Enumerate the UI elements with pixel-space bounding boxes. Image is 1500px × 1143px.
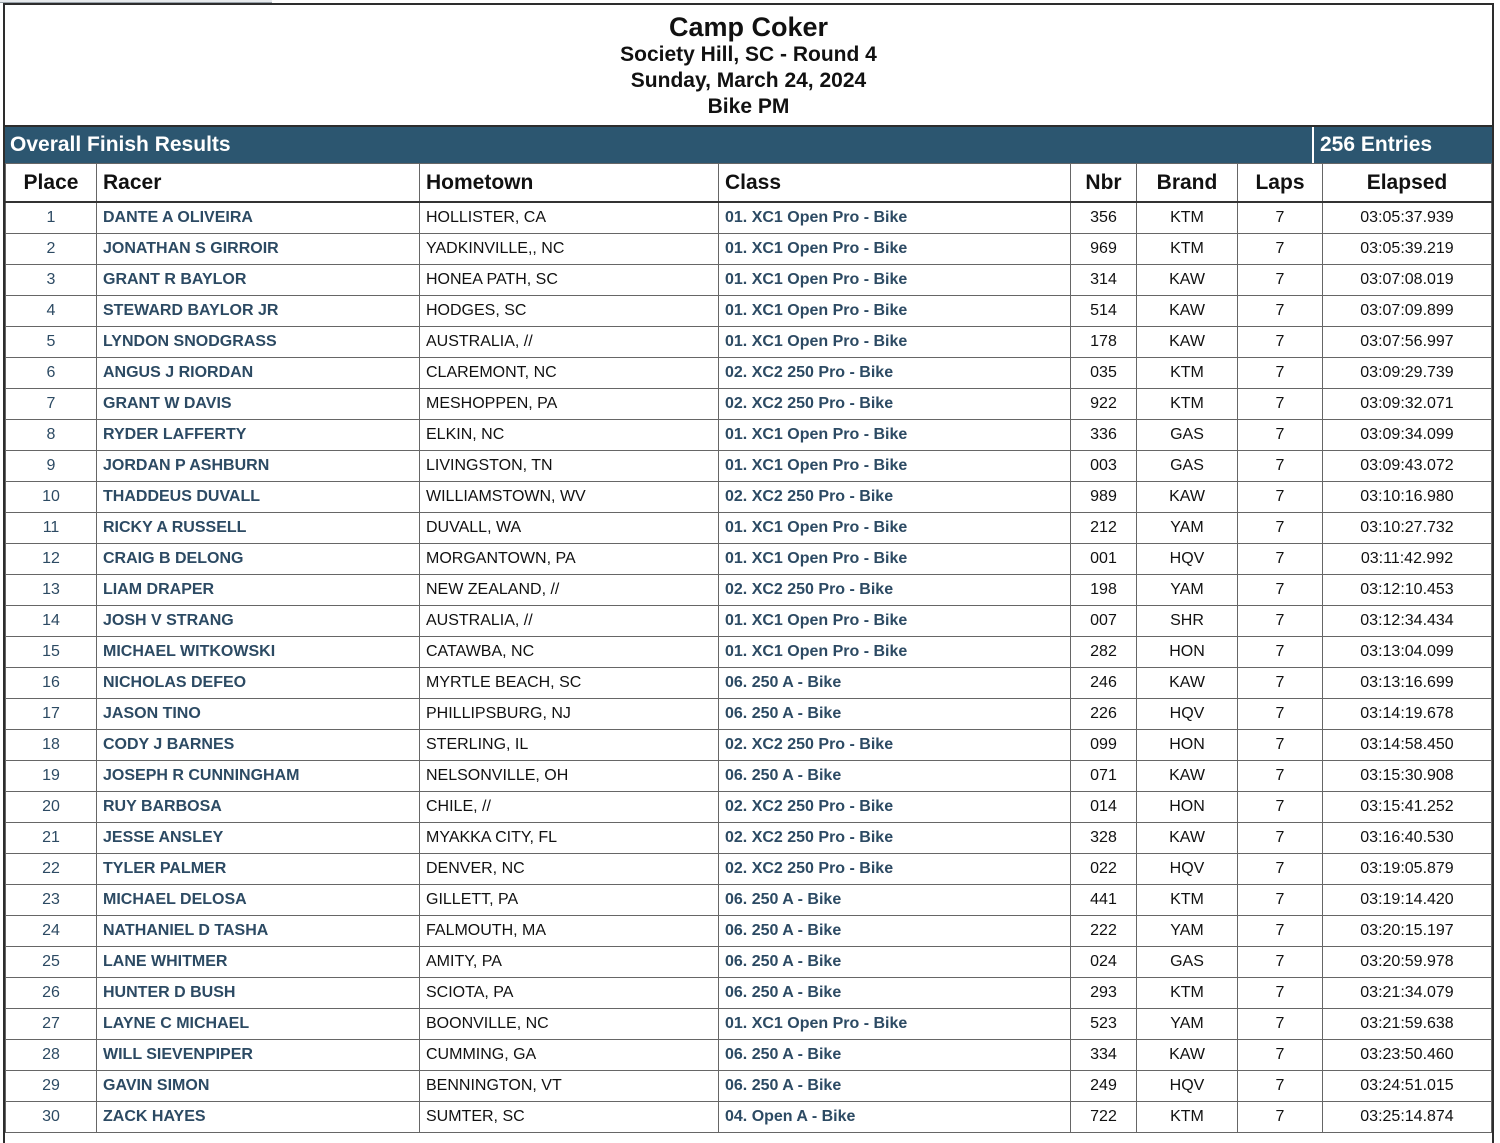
elapsed-cell: 03:20:15.197 bbox=[1323, 916, 1492, 947]
results-title: Overall Finish Results bbox=[5, 127, 1314, 163]
brand-cell: HON bbox=[1137, 792, 1238, 823]
laps-cell: 7 bbox=[1238, 792, 1323, 823]
number-cell: 222 bbox=[1071, 916, 1137, 947]
brand-cell: HON bbox=[1137, 637, 1238, 668]
hometown-cell: CUMMING, GA bbox=[420, 1040, 719, 1071]
hometown-cell: BENNINGTON, VT bbox=[420, 1071, 719, 1102]
number-cell: 014 bbox=[1071, 792, 1137, 823]
class-link[interactable]: 01. XC1 Open Pro - Bike bbox=[719, 544, 1071, 575]
place-cell: 23 bbox=[6, 885, 97, 916]
brand-cell: KTM bbox=[1137, 202, 1238, 234]
brand-cell: KTM bbox=[1137, 885, 1238, 916]
racer-name[interactable]: GRANT W DAVIS bbox=[97, 389, 420, 420]
elapsed-cell: 03:09:43.072 bbox=[1323, 451, 1492, 482]
brand-cell: YAM bbox=[1137, 575, 1238, 606]
elapsed-cell: 03:19:05.879 bbox=[1323, 854, 1492, 885]
hometown-cell: DUVALL, WA bbox=[420, 513, 719, 544]
elapsed-cell: 03:13:16.699 bbox=[1323, 668, 1492, 699]
number-cell: 293 bbox=[1071, 978, 1137, 1009]
number-cell: 001 bbox=[1071, 544, 1137, 575]
table-row bbox=[6, 358, 1492, 389]
brand-cell: HQV bbox=[1137, 544, 1238, 575]
class-link[interactable]: 06. 250 A - Bike bbox=[719, 947, 1071, 978]
brand-cell: GAS bbox=[1137, 947, 1238, 978]
laps-cell: 7 bbox=[1238, 202, 1323, 234]
table-row bbox=[6, 792, 1492, 823]
laps-cell: 7 bbox=[1238, 482, 1323, 513]
class-link[interactable]: 01. XC1 Open Pro - Bike bbox=[719, 327, 1071, 358]
col-header-class[interactable]: Class bbox=[719, 164, 1071, 203]
elapsed-cell: 03:07:56.997 bbox=[1323, 327, 1492, 358]
brand-cell: KAW bbox=[1137, 761, 1238, 792]
elapsed-cell: 03:14:19.678 bbox=[1323, 699, 1492, 730]
class-link[interactable]: 02. XC2 250 Pro - Bike bbox=[719, 575, 1071, 606]
number-cell: 007 bbox=[1071, 606, 1137, 637]
results-header bbox=[5, 5, 1492, 125]
hometown-cell: LIVINGSTON, TN bbox=[420, 451, 719, 482]
brand-cell: KTM bbox=[1137, 358, 1238, 389]
hometown-cell: BOONVILLE, NC bbox=[420, 1009, 719, 1040]
racer-name[interactable]: NATHANIEL D TASHA bbox=[97, 916, 420, 947]
hometown-cell: YADKINVILLE,, NC bbox=[420, 234, 719, 265]
place-cell: 24 bbox=[6, 916, 97, 947]
brand-cell: HQV bbox=[1137, 1071, 1238, 1102]
class-link[interactable]: 01. XC1 Open Pro - Bike bbox=[719, 296, 1071, 327]
table-row bbox=[6, 637, 1492, 668]
brand-cell: KTM bbox=[1137, 978, 1238, 1009]
laps-cell: 7 bbox=[1238, 1040, 1323, 1071]
racer-name[interactable]: JOSEPH R CUNNINGHAM bbox=[97, 761, 420, 792]
class-link[interactable]: 06. 250 A - Bike bbox=[719, 885, 1071, 916]
hometown-cell: GILLETT, PA bbox=[420, 885, 719, 916]
hometown-cell: CLAREMONT, NC bbox=[420, 358, 719, 389]
place-cell: 18 bbox=[6, 730, 97, 761]
col-header-racer[interactable]: Racer bbox=[97, 164, 420, 203]
hometown-cell: SUMTER, SC bbox=[420, 1102, 719, 1133]
racer-name[interactable]: GAVIN SIMON bbox=[97, 1071, 420, 1102]
elapsed-cell: 03:16:40.530 bbox=[1323, 823, 1492, 854]
place-cell: 30 bbox=[6, 1102, 97, 1133]
table-row bbox=[6, 327, 1492, 358]
table-row bbox=[6, 947, 1492, 978]
laps-cell: 7 bbox=[1238, 327, 1323, 358]
hometown-cell: MYRTLE BEACH, SC bbox=[420, 668, 719, 699]
hometown-cell: HODGES, SC bbox=[420, 296, 719, 327]
racer-name[interactable]: DANTE A OLIVEIRA bbox=[97, 202, 420, 234]
table-row bbox=[6, 1009, 1492, 1040]
hometown-cell: DENVER, NC bbox=[420, 854, 719, 885]
laps-cell: 7 bbox=[1238, 947, 1323, 978]
results-body bbox=[6, 202, 1492, 1133]
elapsed-cell: 03:23:50.460 bbox=[1323, 1040, 1492, 1071]
place-cell: 28 bbox=[6, 1040, 97, 1071]
class-link[interactable]: 04. Open A - Bike bbox=[719, 1102, 1071, 1133]
racer-name[interactable]: RUY BARBOSA bbox=[97, 792, 420, 823]
laps-cell: 7 bbox=[1238, 854, 1323, 885]
racer-name[interactable]: RICKY A RUSSELL bbox=[97, 513, 420, 544]
number-cell: 003 bbox=[1071, 451, 1137, 482]
table-row bbox=[6, 296, 1492, 327]
place-cell: 7 bbox=[6, 389, 97, 420]
table-row bbox=[6, 482, 1492, 513]
brand-cell: GAS bbox=[1137, 451, 1238, 482]
place-cell: 27 bbox=[6, 1009, 97, 1040]
place-cell: 21 bbox=[6, 823, 97, 854]
hometown-cell: FALMOUTH, MA bbox=[420, 916, 719, 947]
brand-cell: KAW bbox=[1137, 296, 1238, 327]
number-cell: 922 bbox=[1071, 389, 1137, 420]
racer-name[interactable]: MICHAEL WITKOWSKI bbox=[97, 637, 420, 668]
number-cell: 071 bbox=[1071, 761, 1137, 792]
table-row bbox=[6, 699, 1492, 730]
place-cell: 1 bbox=[6, 202, 97, 234]
class-link[interactable]: 02. XC2 250 Pro - Bike bbox=[719, 854, 1071, 885]
elapsed-cell: 03:21:34.079 bbox=[1323, 978, 1492, 1009]
number-cell: 282 bbox=[1071, 637, 1137, 668]
number-cell: 022 bbox=[1071, 854, 1137, 885]
elapsed-cell: 03:09:34.099 bbox=[1323, 420, 1492, 451]
racer-name[interactable]: STEWARD BAYLOR JR bbox=[97, 296, 420, 327]
laps-cell: 7 bbox=[1238, 885, 1323, 916]
brand-cell: KTM bbox=[1137, 389, 1238, 420]
laps-cell: 7 bbox=[1238, 1009, 1323, 1040]
number-cell: 212 bbox=[1071, 513, 1137, 544]
class-link[interactable]: 01. XC1 Open Pro - Bike bbox=[719, 513, 1071, 544]
elapsed-cell: 03:12:34.434 bbox=[1323, 606, 1492, 637]
elapsed-cell: 03:10:27.732 bbox=[1323, 513, 1492, 544]
laps-cell: 7 bbox=[1238, 234, 1323, 265]
place-cell: 12 bbox=[6, 544, 97, 575]
class-link[interactable]: 01. XC1 Open Pro - Bike bbox=[719, 202, 1071, 234]
class-link[interactable]: 02. XC2 250 Pro - Bike bbox=[719, 730, 1071, 761]
brand-cell: KAW bbox=[1137, 482, 1238, 513]
elapsed-cell: 03:07:08.019 bbox=[1323, 265, 1492, 296]
class-link[interactable]: 06. 250 A - Bike bbox=[719, 668, 1071, 699]
laps-cell: 7 bbox=[1238, 668, 1323, 699]
table-row bbox=[6, 854, 1492, 885]
elapsed-cell: 03:25:14.874 bbox=[1323, 1102, 1492, 1133]
col-header-nbr[interactable]: Nbr bbox=[1071, 164, 1137, 203]
number-cell: 989 bbox=[1071, 482, 1137, 513]
class-link[interactable]: 06. 250 A - Bike bbox=[719, 699, 1071, 730]
number-cell: 226 bbox=[1071, 699, 1137, 730]
number-cell: 336 bbox=[1071, 420, 1137, 451]
racer-name[interactable]: ZACK HAYES bbox=[97, 1102, 420, 1133]
hometown-cell: STERLING, IL bbox=[420, 730, 719, 761]
laps-cell: 7 bbox=[1238, 1102, 1323, 1133]
laps-cell: 7 bbox=[1238, 296, 1323, 327]
results-sheet bbox=[3, 3, 1494, 1143]
place-cell: 6 bbox=[6, 358, 97, 389]
place-cell: 16 bbox=[6, 668, 97, 699]
place-cell: 4 bbox=[6, 296, 97, 327]
class-link[interactable]: 02. XC2 250 Pro - Bike bbox=[719, 389, 1071, 420]
laps-cell: 7 bbox=[1238, 730, 1323, 761]
racer-name[interactable]: JORDAN P ASHBURN bbox=[97, 451, 420, 482]
class-link[interactable]: 01. XC1 Open Pro - Bike bbox=[719, 420, 1071, 451]
elapsed-cell: 03:09:29.739 bbox=[1323, 358, 1492, 389]
hometown-cell: MESHOPPEN, PA bbox=[420, 389, 719, 420]
elapsed-cell: 03:09:32.071 bbox=[1323, 389, 1492, 420]
brand-cell: KAW bbox=[1137, 668, 1238, 699]
table-row bbox=[6, 389, 1492, 420]
laps-cell: 7 bbox=[1238, 761, 1323, 792]
laps-cell: 7 bbox=[1238, 575, 1323, 606]
laps-cell: 7 bbox=[1238, 389, 1323, 420]
elapsed-cell: 03:11:42.992 bbox=[1323, 544, 1492, 575]
class-link[interactable]: 06. 250 A - Bike bbox=[719, 978, 1071, 1009]
place-cell: 22 bbox=[6, 854, 97, 885]
brand-cell: YAM bbox=[1137, 916, 1238, 947]
table-row bbox=[6, 544, 1492, 575]
table-row bbox=[6, 761, 1492, 792]
number-cell: 441 bbox=[1071, 885, 1137, 916]
results-banner bbox=[5, 125, 1492, 163]
table-row bbox=[6, 202, 1492, 234]
hometown-cell: CATAWBA, NC bbox=[420, 637, 719, 668]
elapsed-cell: 03:12:10.453 bbox=[1323, 575, 1492, 606]
racer-name[interactable]: LIAM DRAPER bbox=[97, 575, 420, 606]
elapsed-cell: 03:21:59.638 bbox=[1323, 1009, 1492, 1040]
class-link[interactable]: 01. XC1 Open Pro - Bike bbox=[719, 451, 1071, 482]
number-cell: 328 bbox=[1071, 823, 1137, 854]
racer-name[interactable]: GRANT R BAYLOR bbox=[97, 265, 420, 296]
class-link[interactable]: 06. 250 A - Bike bbox=[719, 916, 1071, 947]
hometown-cell: AMITY, PA bbox=[420, 947, 719, 978]
table-row bbox=[6, 1071, 1492, 1102]
racer-name[interactable]: CRAIG B DELONG bbox=[97, 544, 420, 575]
table-row bbox=[6, 420, 1492, 451]
number-cell: 024 bbox=[1071, 947, 1137, 978]
class-link[interactable]: 01. XC1 Open Pro - Bike bbox=[719, 265, 1071, 296]
place-cell: 8 bbox=[6, 420, 97, 451]
class-link[interactable]: 01. XC1 Open Pro - Bike bbox=[719, 606, 1071, 637]
brand-cell: KAW bbox=[1137, 327, 1238, 358]
event-date: Sunday, March 24, 2024 bbox=[630, 69, 867, 92]
brand-cell: KAW bbox=[1137, 823, 1238, 854]
class-link[interactable]: 06. 250 A - Bike bbox=[719, 1071, 1071, 1102]
class-link[interactable]: 02. XC2 250 Pro - Bike bbox=[719, 482, 1071, 513]
place-cell: 20 bbox=[6, 792, 97, 823]
number-cell: 722 bbox=[1071, 1102, 1137, 1133]
racer-name[interactable]: LYNDON SNODGRASS bbox=[97, 327, 420, 358]
elapsed-cell: 03:05:39.219 bbox=[1323, 234, 1492, 265]
col-header-hometown[interactable]: Hometown bbox=[420, 164, 719, 203]
brand-cell: HQV bbox=[1137, 699, 1238, 730]
elapsed-cell: 03:07:09.899 bbox=[1323, 296, 1492, 327]
hometown-cell: SCIOTA, PA bbox=[420, 978, 719, 1009]
racer-name[interactable]: ANGUS J RIORDAN bbox=[97, 358, 420, 389]
racer-name[interactable]: JONATHAN S GIRROIR bbox=[97, 234, 420, 265]
racer-name[interactable]: LANE WHITMER bbox=[97, 947, 420, 978]
hometown-cell: AUSTRALIA, // bbox=[420, 606, 719, 637]
place-cell: 3 bbox=[6, 265, 97, 296]
place-cell: 15 bbox=[6, 637, 97, 668]
col-header-place[interactable]: Place bbox=[6, 164, 97, 203]
laps-cell: 7 bbox=[1238, 265, 1323, 296]
place-cell: 26 bbox=[6, 978, 97, 1009]
racer-name[interactable]: JESSE ANSLEY bbox=[97, 823, 420, 854]
place-cell: 29 bbox=[6, 1071, 97, 1102]
place-cell: 17 bbox=[6, 699, 97, 730]
hometown-cell: HONEA PATH, SC bbox=[420, 265, 719, 296]
event-name: Camp Coker bbox=[668, 12, 829, 42]
laps-cell: 7 bbox=[1238, 513, 1323, 544]
place-cell: 13 bbox=[6, 575, 97, 606]
place-cell: 10 bbox=[6, 482, 97, 513]
brand-cell: YAM bbox=[1137, 1009, 1238, 1040]
racer-name[interactable]: LAYNE C MICHAEL bbox=[97, 1009, 420, 1040]
number-cell: 198 bbox=[1071, 575, 1137, 606]
elapsed-cell: 03:24:51.015 bbox=[1323, 1071, 1492, 1102]
event-session: Bike PM bbox=[707, 95, 790, 118]
table-row bbox=[6, 730, 1492, 761]
class-link[interactable]: 06. 250 A - Bike bbox=[719, 1040, 1071, 1071]
racer-name[interactable]: HUNTER D BUSH bbox=[97, 978, 420, 1009]
laps-cell: 7 bbox=[1238, 1071, 1323, 1102]
table-row bbox=[6, 885, 1492, 916]
col-header-laps[interactable]: Laps bbox=[1238, 164, 1323, 203]
hometown-cell: NEW ZEALAND, // bbox=[420, 575, 719, 606]
brand-cell: GAS bbox=[1137, 420, 1238, 451]
racer-name[interactable]: THADDEUS DUVALL bbox=[97, 482, 420, 513]
results-table bbox=[5, 163, 1492, 1133]
racer-name[interactable]: JOSH V STRANG bbox=[97, 606, 420, 637]
table-row bbox=[6, 1102, 1492, 1133]
brand-cell: YAM bbox=[1137, 513, 1238, 544]
brand-cell: SHR bbox=[1137, 606, 1238, 637]
number-cell: 246 bbox=[1071, 668, 1137, 699]
table-row bbox=[6, 265, 1492, 296]
brand-cell: KAW bbox=[1137, 1040, 1238, 1071]
racer-name[interactable]: JASON TINO bbox=[97, 699, 420, 730]
laps-cell: 7 bbox=[1238, 420, 1323, 451]
table-row bbox=[6, 1040, 1492, 1071]
hometown-cell: NELSONVILLE, OH bbox=[420, 761, 719, 792]
brand-cell: KTM bbox=[1137, 234, 1238, 265]
table-row bbox=[6, 668, 1492, 699]
place-cell: 25 bbox=[6, 947, 97, 978]
col-header-brand[interactable]: Brand bbox=[1137, 164, 1238, 203]
brand-cell: HON bbox=[1137, 730, 1238, 761]
hometown-cell: ELKIN, NC bbox=[420, 420, 719, 451]
hometown-cell: MYAKKA CITY, FL bbox=[420, 823, 719, 854]
hometown-cell: WILLIAMSTOWN, WV bbox=[420, 482, 719, 513]
brand-cell: HQV bbox=[1137, 854, 1238, 885]
racer-name[interactable]: RYDER LAFFERTY bbox=[97, 420, 420, 451]
class-link[interactable]: 01. XC1 Open Pro - Bike bbox=[719, 234, 1071, 265]
laps-cell: 7 bbox=[1238, 358, 1323, 389]
place-cell: 11 bbox=[6, 513, 97, 544]
class-link[interactable]: 01. XC1 Open Pro - Bike bbox=[719, 637, 1071, 668]
hometown-cell: PHILLIPSBURG, NJ bbox=[420, 699, 719, 730]
elapsed-cell: 03:05:37.939 bbox=[1323, 202, 1492, 234]
elapsed-cell: 03:15:30.908 bbox=[1323, 761, 1492, 792]
number-cell: 314 bbox=[1071, 265, 1137, 296]
number-cell: 523 bbox=[1071, 1009, 1137, 1040]
elapsed-cell: 03:15:41.252 bbox=[1323, 792, 1492, 823]
laps-cell: 7 bbox=[1238, 637, 1323, 668]
class-link[interactable]: 01. XC1 Open Pro - Bike bbox=[719, 1009, 1071, 1040]
racer-name[interactable]: WILL SIEVENPIPER bbox=[97, 1040, 420, 1071]
laps-cell: 7 bbox=[1238, 823, 1323, 854]
entries-count: 256 Entries bbox=[1320, 133, 1433, 156]
laps-cell: 7 bbox=[1238, 606, 1323, 637]
place-cell: 2 bbox=[6, 234, 97, 265]
racer-name[interactable]: MICHAEL DELOSA bbox=[97, 885, 420, 916]
racer-name[interactable]: CODY J BARNES bbox=[97, 730, 420, 761]
table-header-row bbox=[6, 164, 1492, 203]
col-header-elapsed[interactable]: Elapsed bbox=[1323, 164, 1492, 203]
number-cell: 249 bbox=[1071, 1071, 1137, 1102]
table-row bbox=[6, 513, 1492, 544]
elapsed-cell: 03:20:59.978 bbox=[1323, 947, 1492, 978]
table-row bbox=[6, 606, 1492, 637]
table-row bbox=[6, 575, 1492, 606]
place-cell: 9 bbox=[6, 451, 97, 482]
racer-name[interactable]: TYLER PALMER bbox=[97, 854, 420, 885]
elapsed-cell: 03:13:04.099 bbox=[1323, 637, 1492, 668]
class-link[interactable]: 02. XC2 250 Pro - Bike bbox=[719, 823, 1071, 854]
elapsed-cell: 03:19:14.420 bbox=[1323, 885, 1492, 916]
table-row bbox=[6, 823, 1492, 854]
class-link[interactable]: 02. XC2 250 Pro - Bike bbox=[719, 792, 1071, 823]
table-row bbox=[6, 234, 1492, 265]
number-cell: 356 bbox=[1071, 202, 1137, 234]
hometown-cell: AUSTRALIA, // bbox=[420, 327, 719, 358]
laps-cell: 7 bbox=[1238, 978, 1323, 1009]
place-cell: 14 bbox=[6, 606, 97, 637]
racer-name[interactable]: NICHOLAS DEFEO bbox=[97, 668, 420, 699]
elapsed-cell: 03:14:58.450 bbox=[1323, 730, 1492, 761]
brand-cell: KTM bbox=[1137, 1102, 1238, 1133]
brand-cell: KAW bbox=[1137, 265, 1238, 296]
elapsed-cell: 03:10:16.980 bbox=[1323, 482, 1492, 513]
table-row bbox=[6, 916, 1492, 947]
laps-cell: 7 bbox=[1238, 699, 1323, 730]
hometown-cell: MORGANTOWN, PA bbox=[420, 544, 719, 575]
place-cell: 5 bbox=[6, 327, 97, 358]
laps-cell: 7 bbox=[1238, 544, 1323, 575]
number-cell: 035 bbox=[1071, 358, 1137, 389]
hometown-cell: CHILE, // bbox=[420, 792, 719, 823]
class-link[interactable]: 02. XC2 250 Pro - Bike bbox=[719, 358, 1071, 389]
class-link[interactable]: 06. 250 A - Bike bbox=[719, 761, 1071, 792]
number-cell: 178 bbox=[1071, 327, 1137, 358]
table-row bbox=[6, 451, 1492, 482]
number-cell: 099 bbox=[1071, 730, 1137, 761]
place-cell: 19 bbox=[6, 761, 97, 792]
table-row bbox=[6, 978, 1492, 1009]
laps-cell: 7 bbox=[1238, 916, 1323, 947]
number-cell: 514 bbox=[1071, 296, 1137, 327]
event-location: Society Hill, SC - Round 4 bbox=[620, 43, 877, 66]
laps-cell: 7 bbox=[1238, 451, 1323, 482]
number-cell: 969 bbox=[1071, 234, 1137, 265]
number-cell: 334 bbox=[1071, 1040, 1137, 1071]
hometown-cell: HOLLISTER, CA bbox=[420, 202, 719, 234]
